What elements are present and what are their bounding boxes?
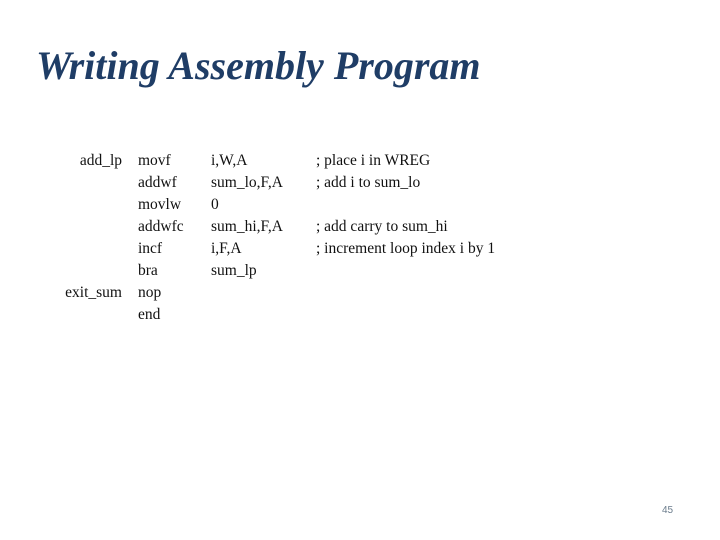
code-comment: ; increment loop index i by 1 <box>316 240 496 257</box>
code-row <box>0 172 576 194</box>
code-label <box>0 304 138 326</box>
code-label <box>0 172 138 194</box>
code-operands: sum_hi,F,A <box>211 218 283 235</box>
code-operands: i,F,A <box>211 240 242 257</box>
code-label <box>0 194 138 216</box>
code-row <box>0 260 576 282</box>
code-mnemonic: movlw <box>138 196 182 213</box>
code-comment <box>316 282 576 304</box>
code-operands <box>211 304 316 326</box>
code-row <box>0 304 576 326</box>
code-row <box>0 150 576 172</box>
code-mnemonic: addwfc <box>138 218 184 235</box>
code-comment: ; add carry to sum_hi <box>316 218 448 235</box>
code-label: exit_sum <box>65 284 122 301</box>
code-row <box>0 282 576 304</box>
assembly-code-listing <box>0 150 576 326</box>
code-mnemonic: end <box>138 306 161 323</box>
code-mnemonic: nop <box>138 284 162 301</box>
code-operands: i,W,A <box>211 152 248 169</box>
code-comment <box>316 194 576 216</box>
code-comment <box>316 304 576 326</box>
code-label <box>0 238 138 260</box>
code-comment: ; place i in WREG <box>316 152 431 169</box>
code-label <box>0 260 138 282</box>
code-operands: sum_lo,F,A <box>211 174 283 191</box>
page-number: 45 <box>662 505 674 516</box>
code-comment: ; add i to sum_lo <box>316 174 421 191</box>
code-operands: 0 <box>211 196 219 213</box>
code-row <box>0 194 576 216</box>
code-row <box>0 216 576 238</box>
code-mnemonic: incf <box>138 240 163 257</box>
code-label <box>0 216 138 238</box>
code-mnemonic: addwf <box>138 174 177 191</box>
code-mnemonic: movf <box>138 152 171 169</box>
code-operands <box>211 282 316 304</box>
code-comment <box>316 260 576 282</box>
code-operands: sum_lp <box>211 262 257 279</box>
code-label: add_lp <box>79 152 122 169</box>
slide-title: Writing Assembly Program <box>36 43 481 88</box>
code-mnemonic: bra <box>138 262 158 279</box>
code-row <box>0 238 576 260</box>
